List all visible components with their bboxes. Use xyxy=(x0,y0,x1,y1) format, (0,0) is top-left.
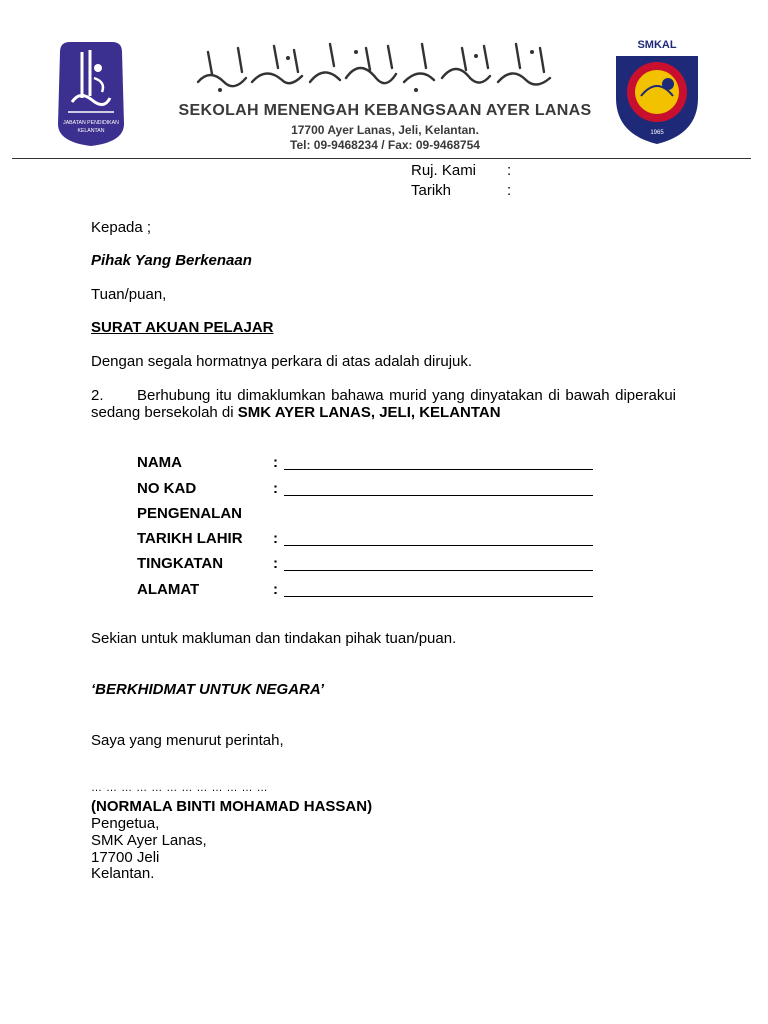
svg-text:KELANTAN: KELANTAN xyxy=(77,128,105,134)
field-tingkatan-colon: : xyxy=(273,555,278,572)
salutation-to: Kepada ; xyxy=(91,219,152,236)
signatory-postcode: 17700 Jeli xyxy=(91,849,160,866)
signature-line: … … … … … … … … … … … … xyxy=(91,782,269,794)
field-alamat-label: ALAMAT xyxy=(137,581,200,598)
paragraph-1: Dengan segala hormatnya perkara di atas adalah dirujuk. xyxy=(91,353,473,370)
motto: ‘BERKHIDMAT UNTUK NEGARA’ xyxy=(91,681,325,698)
recipient: Pihak Yang Berkenaan xyxy=(91,252,252,269)
ruj-kami-colon: : xyxy=(507,162,512,179)
paragraph-2-school: SMK AYER LANAS, JELI, KELANTAN xyxy=(237,404,501,421)
school-contact: Tel: 09-9468234 / Fax: 09-9468754 xyxy=(290,138,480,152)
signatory-school: SMK Ayer Lanas, xyxy=(91,832,207,849)
tarikh-label: Tarikh xyxy=(411,182,452,199)
paragraph-2-text: Berhubung itu dimaklumkan bahawa murid yang dinyatakan di bawah diperakui sedang bersekolah di xyxy=(91,387,676,421)
paragraph-2 xyxy=(91,387,676,421)
school-crest-logo xyxy=(608,36,706,148)
field-tingkatan-line xyxy=(284,570,593,571)
field-no-kad-colon: : xyxy=(273,480,278,497)
letter-subject: SURAT AKUAN PELAJAR xyxy=(91,319,274,336)
paragraph-2-number: 2. xyxy=(91,387,104,404)
field-tarikh-lahir-line xyxy=(284,545,593,546)
education-department-logo xyxy=(54,38,128,148)
ruj-kami-label: Ruj. Kami xyxy=(411,162,477,179)
school-name: SEKOLAH MENENGAH KEBANGSAAN AYER LANAS xyxy=(178,102,592,119)
field-no-kad-label: NO KAD xyxy=(137,480,197,497)
closing-text: Sekian untuk makluman dan tindakan pihak tuan/puan. xyxy=(91,630,457,647)
field-alamat-colon: : xyxy=(273,581,278,598)
field-tarikh-lahir-colon: : xyxy=(273,530,278,547)
field-nama-label: NAMA xyxy=(137,454,182,471)
field-nama-line xyxy=(284,469,593,470)
right-logo-title: SMKAL xyxy=(637,39,677,51)
greeting: Tuan/puan, xyxy=(91,286,167,303)
field-pengenalan-label: PENGENALAN xyxy=(137,505,243,522)
field-tingkatan-label: TINGKATAN xyxy=(137,555,224,572)
signatory-state: Kelantan. xyxy=(91,865,155,882)
jawi-calligraphy xyxy=(190,38,570,96)
tarikh-colon: : xyxy=(507,182,512,199)
letterhead-divider xyxy=(12,158,751,159)
signatory-title: Pengetua, xyxy=(91,815,160,832)
field-tarikh-lahir-label: TARIKH LAHIR xyxy=(137,530,243,547)
field-alamat-line xyxy=(284,596,593,597)
sign-off: Saya yang menurut perintah, xyxy=(91,732,284,749)
field-no-kad-line xyxy=(284,495,593,496)
school-address: 17700 Ayer Lanas, Jeli, Kelantan. xyxy=(291,123,479,137)
field-nama-colon: : xyxy=(273,454,278,471)
right-logo-year: 1965 xyxy=(650,130,664,136)
signatory-name: (NORMALA BINTI MOHAMAD HASSAN) xyxy=(91,798,373,815)
left-logo-text: JABATAN PENDIDIKAN xyxy=(63,120,119,126)
